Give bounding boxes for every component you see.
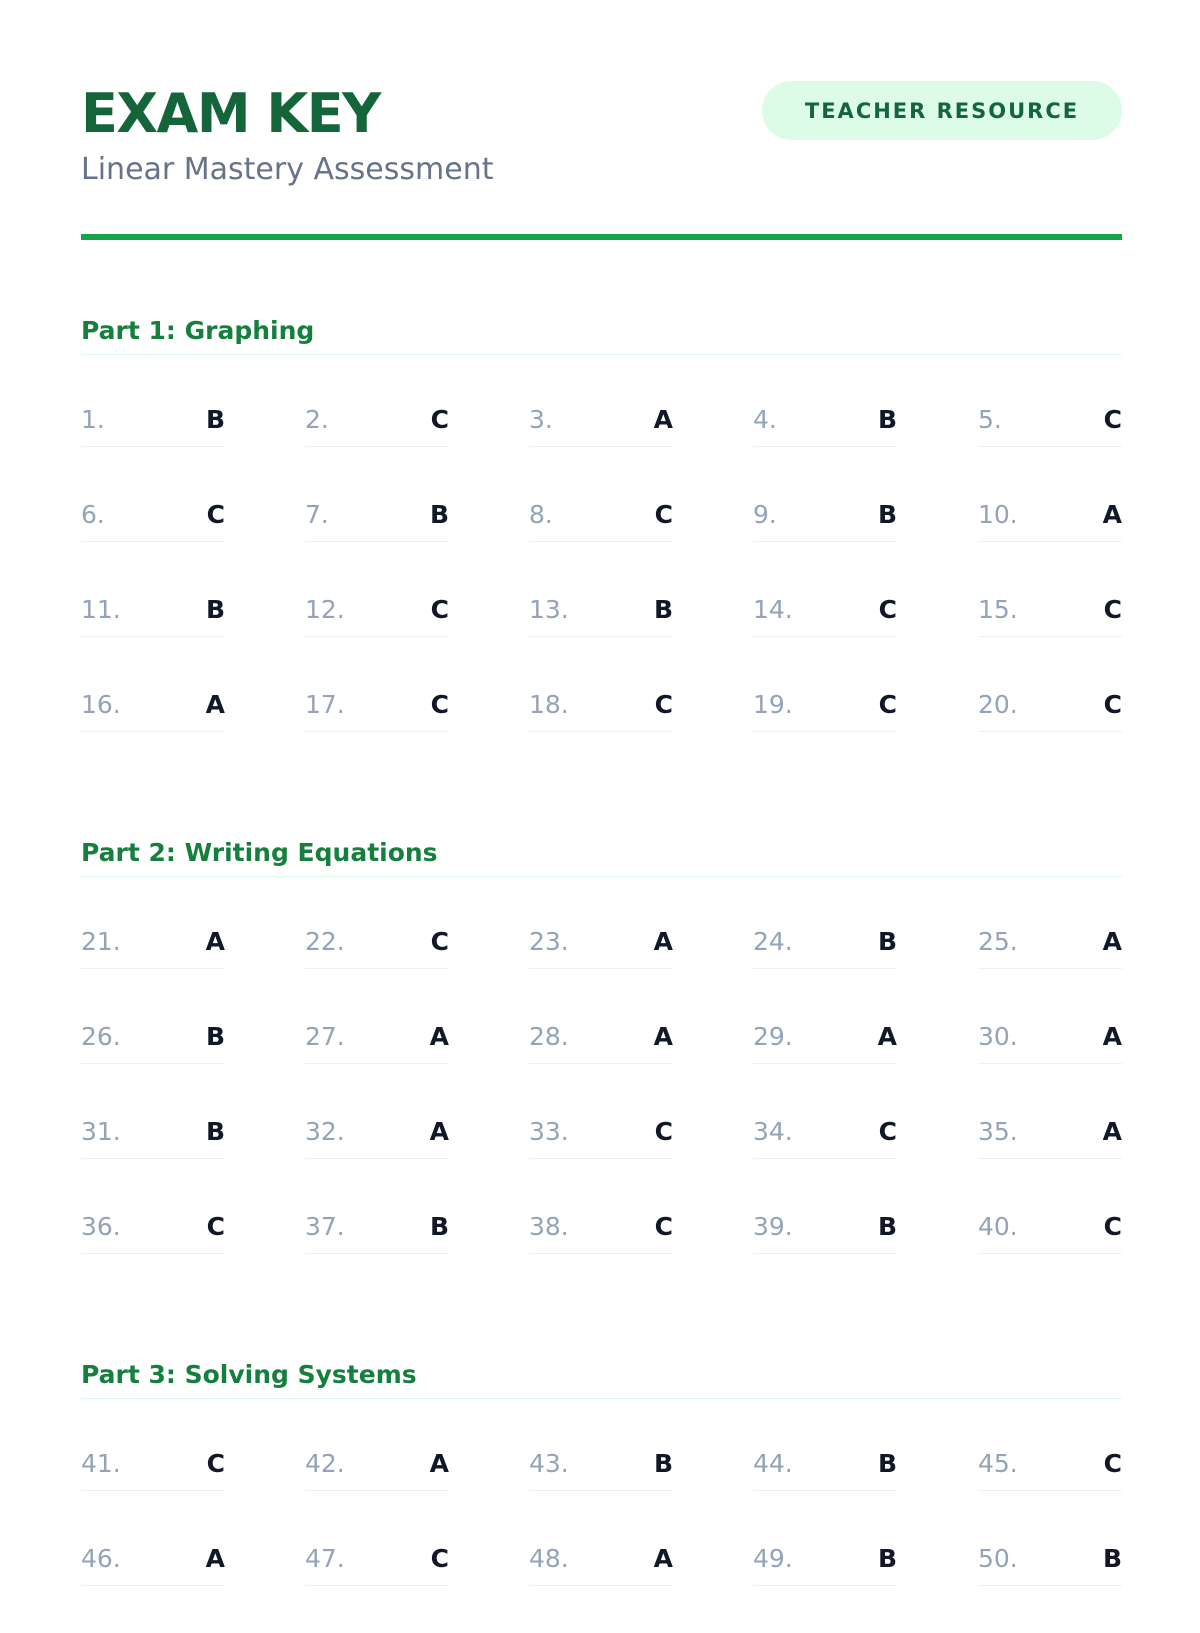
section-title: Part 1: Graphing (81, 308, 1122, 355)
section-title: Part 3: Solving Systems (81, 1352, 1122, 1399)
answer-letter: A (653, 405, 673, 434)
teacher-resource-badge: TEACHER RESOURCE (762, 81, 1122, 140)
question-number: 16. (81, 690, 121, 719)
answer-item (81, 1111, 225, 1159)
answer-item (81, 1538, 225, 1586)
question-number: 18. (529, 690, 569, 719)
answer-item (529, 1016, 673, 1064)
answer-item (978, 1016, 1122, 1064)
answer-letter: B (877, 1449, 897, 1478)
answer-item (753, 1016, 897, 1064)
answer-letter: C (430, 1544, 449, 1573)
answer-letter: A (1102, 1117, 1122, 1146)
answer-item (978, 1111, 1122, 1159)
question-number: 24. (753, 927, 793, 956)
question-number: 35. (978, 1117, 1018, 1146)
answer-letter: C (654, 500, 673, 529)
question-number: 36. (81, 1212, 121, 1241)
question-number: 21. (81, 927, 121, 956)
answer-letter: C (1103, 690, 1122, 719)
answer-grid (81, 921, 1122, 1301)
answer-item (305, 1443, 449, 1491)
answer-letter: B (205, 405, 225, 434)
question-number: 42. (305, 1449, 345, 1478)
question-number: 32. (305, 1117, 345, 1146)
question-number: 34. (753, 1117, 793, 1146)
question-number: 33. (529, 1117, 569, 1146)
question-number: 43. (529, 1449, 569, 1478)
question-number: 4. (753, 405, 777, 434)
answer-letter: A (653, 1022, 673, 1051)
answer-letter: C (878, 595, 897, 624)
answer-letter: C (1103, 1212, 1122, 1241)
question-number: 19. (753, 690, 793, 719)
answer-letter: C (654, 1212, 673, 1241)
question-number: 40. (978, 1212, 1018, 1241)
answer-item (753, 921, 897, 969)
answer-item (305, 1016, 449, 1064)
answer-item (978, 1443, 1122, 1491)
answer-item (753, 1443, 897, 1491)
question-number: 8. (529, 500, 553, 529)
question-number: 44. (753, 1449, 793, 1478)
answer-item (529, 1443, 673, 1491)
question-number: 2. (305, 405, 329, 434)
answer-letter: B (205, 1022, 225, 1051)
question-number: 6. (81, 500, 105, 529)
page-subtitle: Linear Mastery Assessment (81, 152, 494, 187)
answer-item (753, 494, 897, 542)
answer-item (305, 1111, 449, 1159)
answer-letter: C (430, 405, 449, 434)
answer-item (305, 589, 449, 637)
answer-item (529, 494, 673, 542)
header-divider (81, 234, 1122, 240)
answer-item (529, 589, 673, 637)
question-number: 38. (529, 1212, 569, 1241)
answer-item (978, 1206, 1122, 1254)
answer-item (81, 589, 225, 637)
answer-item (529, 1111, 673, 1159)
answer-item (305, 684, 449, 732)
question-number: 17. (305, 690, 345, 719)
answer-item (529, 1206, 673, 1254)
answer-letter: C (654, 1117, 673, 1146)
answer-letter: C (430, 595, 449, 624)
answer-item (305, 399, 449, 447)
section-title: Part 2: Writing Equations (81, 830, 1122, 877)
answer-letter: A (653, 927, 673, 956)
answer-item (81, 399, 225, 447)
question-number: 23. (529, 927, 569, 956)
answer-letter: C (206, 500, 225, 529)
page-title: EXAM KEY (81, 82, 380, 145)
answer-item (81, 1206, 225, 1254)
answer-item (81, 684, 225, 732)
answer-item (305, 1538, 449, 1586)
answer-letter: A (205, 1544, 225, 1573)
answer-grid (81, 399, 1122, 779)
answer-letter: B (429, 1212, 449, 1241)
exam-key-page (81, 0, 1122, 1573)
answer-letter: C (878, 690, 897, 719)
answer-letter: A (1102, 500, 1122, 529)
question-number: 13. (529, 595, 569, 624)
question-number: 27. (305, 1022, 345, 1051)
answer-letter: B (877, 1212, 897, 1241)
answer-item (978, 1538, 1122, 1586)
answer-item (753, 1111, 897, 1159)
question-number: 29. (753, 1022, 793, 1051)
question-number: 37. (305, 1212, 345, 1241)
question-number: 14. (753, 595, 793, 624)
question-number: 22. (305, 927, 345, 956)
answer-letter: C (878, 1117, 897, 1146)
answer-item (305, 1206, 449, 1254)
answer-letter: B (877, 1544, 897, 1573)
question-number: 12. (305, 595, 345, 624)
section-writing-equations (81, 830, 1122, 1301)
answer-item (753, 399, 897, 447)
answer-item (978, 399, 1122, 447)
answer-item (978, 494, 1122, 542)
answer-letter: B (877, 405, 897, 434)
answer-letter: C (1103, 595, 1122, 624)
answer-letter: C (1103, 1449, 1122, 1478)
answer-letter: B (653, 1449, 673, 1478)
answer-letter: C (206, 1449, 225, 1478)
answer-item (753, 589, 897, 637)
answer-item (81, 921, 225, 969)
question-number: 20. (978, 690, 1018, 719)
answer-item (81, 1016, 225, 1064)
question-number: 7. (305, 500, 329, 529)
question-number: 26. (81, 1022, 121, 1051)
answer-item (529, 399, 673, 447)
answer-letter: C (430, 927, 449, 956)
answer-letter: A (1102, 1022, 1122, 1051)
answer-letter: C (654, 690, 673, 719)
answer-letter: A (1102, 927, 1122, 956)
question-number: 50. (978, 1544, 1018, 1573)
answer-item (529, 684, 673, 732)
answer-letter: A (429, 1117, 449, 1146)
question-number: 45. (978, 1449, 1018, 1478)
question-number: 41. (81, 1449, 121, 1478)
answer-item (753, 1538, 897, 1586)
answer-item (305, 494, 449, 542)
question-number: 11. (81, 595, 121, 624)
question-number: 46. (81, 1544, 121, 1573)
answer-item (978, 589, 1122, 637)
question-number: 30. (978, 1022, 1018, 1051)
answer-letter: B (653, 595, 673, 624)
question-number: 48. (529, 1544, 569, 1573)
answer-item (978, 921, 1122, 969)
answer-letter: A (205, 927, 225, 956)
answer-item (81, 494, 225, 542)
question-number: 31. (81, 1117, 121, 1146)
header (81, 0, 1122, 242)
answer-letter: A (877, 1022, 897, 1051)
answer-letter: C (1103, 405, 1122, 434)
section-graphing (81, 308, 1122, 779)
answer-item (753, 684, 897, 732)
answer-letter: B (877, 927, 897, 956)
answer-letter: A (205, 690, 225, 719)
answer-item (978, 684, 1122, 732)
answer-item (305, 921, 449, 969)
question-number: 1. (81, 405, 105, 434)
question-number: 28. (529, 1022, 569, 1051)
question-number: 25. (978, 927, 1018, 956)
question-number: 47. (305, 1544, 345, 1573)
answer-letter: B (205, 1117, 225, 1146)
answer-letter: A (653, 1544, 673, 1573)
answer-letter: B (205, 595, 225, 624)
question-number: 10. (978, 500, 1018, 529)
question-number: 9. (753, 500, 777, 529)
answer-letter: B (1102, 1544, 1122, 1573)
answer-letter: A (429, 1022, 449, 1051)
answer-letter: C (206, 1212, 225, 1241)
answer-item (529, 1538, 673, 1586)
answer-item (81, 1443, 225, 1491)
answer-item (529, 921, 673, 969)
question-number: 39. (753, 1212, 793, 1241)
answer-letter: C (430, 690, 449, 719)
question-number: 15. (978, 595, 1018, 624)
answer-item (753, 1206, 897, 1254)
answer-letter: B (877, 500, 897, 529)
answer-letter: B (429, 500, 449, 529)
answer-grid (81, 1443, 1122, 1633)
section-solving-systems (81, 1352, 1122, 1633)
question-number: 5. (978, 405, 1002, 434)
question-number: 3. (529, 405, 553, 434)
question-number: 49. (753, 1544, 793, 1573)
answer-letter: A (429, 1449, 449, 1478)
